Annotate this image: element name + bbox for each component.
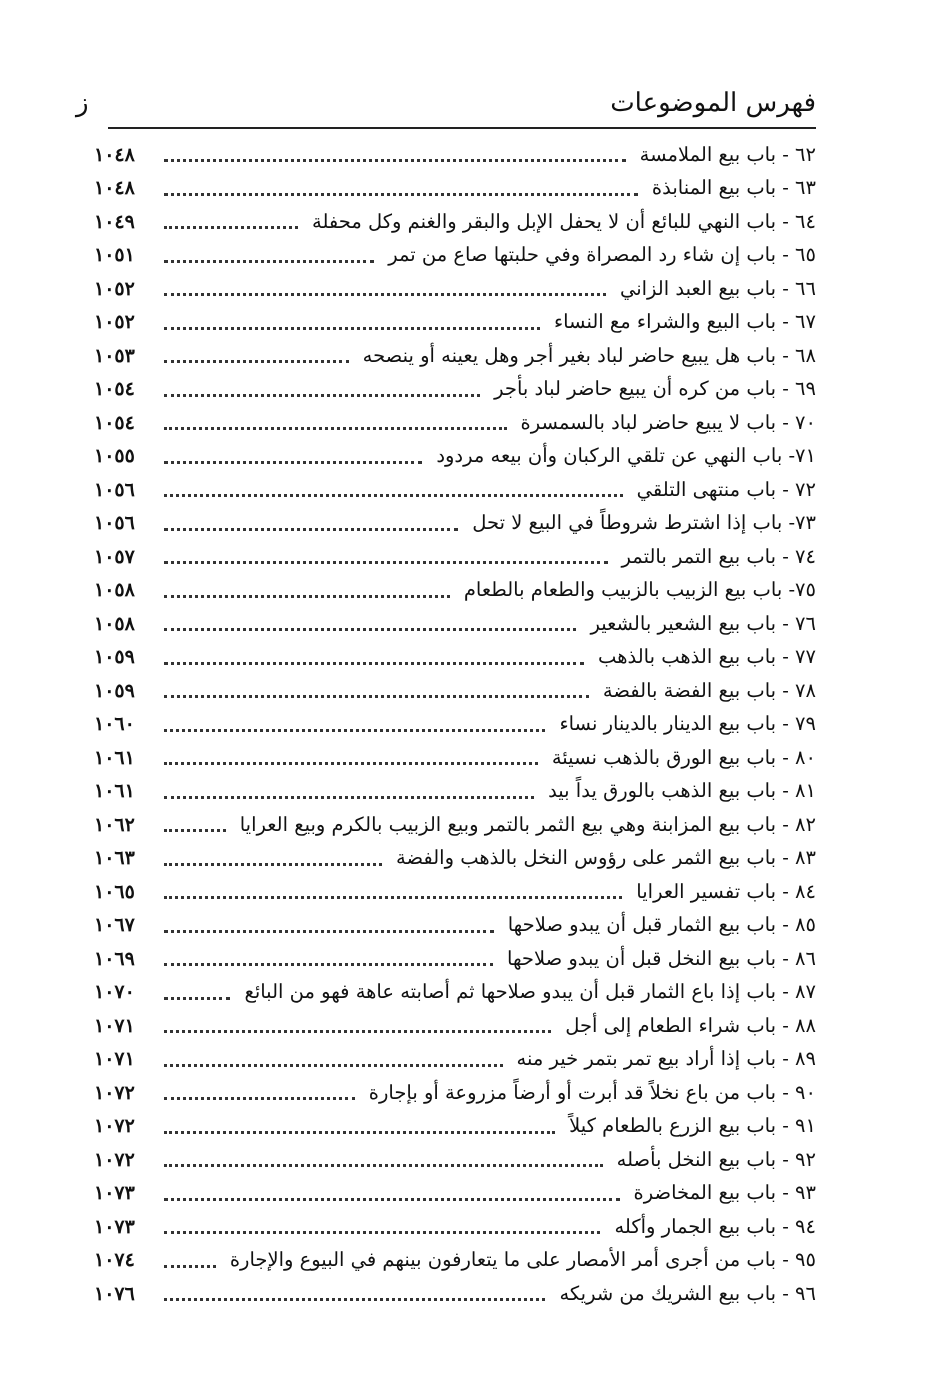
- toc-entry: [94, 507, 816, 541]
- toc-entry-title: ٩٠ - باب من باع نخلاً قد أبرت أو أرضاً مزروعة أو بإجارة: [368, 1080, 816, 1104]
- dot-leader: [164, 494, 623, 497]
- toc-entry-title: ٩٤ - باب بيع الجمار وأكله: [614, 1214, 816, 1238]
- toc-entry-page: ١٠٦٥: [94, 880, 135, 903]
- dot-leader: [164, 930, 494, 933]
- dot-leader: [164, 360, 349, 363]
- toc-entry-title: ٩٥ - باب من أجرى أمر الأمصار على ما يتعارفون بينهم في البيوع والإجارة: [229, 1248, 816, 1272]
- toc-entry-page: ١٠٥١: [94, 244, 135, 267]
- dot-leader: [164, 1030, 551, 1033]
- toc-entry: [94, 239, 816, 273]
- toc-entry-page: ١٠٥٨: [94, 579, 135, 602]
- toc-entry-title: ٦٢ - باب بيع الملامسة: [639, 142, 816, 166]
- toc-entry-title: ٨٨ - باب شراء الطعام إلى أجل: [565, 1013, 816, 1037]
- toc-entry-title: ٨٩ - باب إذا أراد بيع تمر بتمر خير منه: [516, 1047, 816, 1071]
- toc-entry-title: ٧٨ - باب بيع الفضة بالفضة: [602, 678, 816, 702]
- toc-entry-title: ٧١- باب النهي عن تلقي الركبان وأن بيعه مردود: [436, 444, 816, 468]
- toc-entry: [94, 339, 816, 373]
- dot-leader: [164, 1131, 555, 1134]
- dot-leader: [164, 863, 382, 866]
- dot-leader: [164, 595, 450, 598]
- toc-entry-title: ٩٢ - باب بيع النخل بأصله: [616, 1147, 816, 1171]
- toc-entry-page: ١٠٧٠: [94, 981, 135, 1004]
- toc-entry: [94, 172, 816, 206]
- toc-entry-page: ١٠٥٨: [94, 612, 135, 635]
- toc-entry-page: ١٠٥٦: [94, 478, 135, 501]
- page-number-letter: ز: [76, 88, 89, 118]
- toc-entry-page: ١٠٥٢: [94, 277, 135, 300]
- toc-entry-page: ١٠٤٨: [94, 177, 135, 200]
- toc-entry-title: ٧٧ - باب بيع الذهب بالذهب: [598, 645, 816, 669]
- toc-entry-page: ١٠٦١: [94, 780, 135, 803]
- toc-entry-page: ١٠٥٦: [94, 512, 135, 535]
- toc-entry: [94, 306, 816, 340]
- toc-entry-title: ٧٠ - باب لا يبيع حاضر لباد بالسمسرة: [520, 410, 816, 434]
- dot-leader: [164, 1097, 355, 1100]
- toc-entry: [94, 373, 816, 407]
- toc-entry-title: ٩٣ - باب بيع المخاضرة: [633, 1181, 816, 1205]
- toc-entry-page: ١٠٥٥: [94, 445, 135, 468]
- dot-leader: [164, 695, 589, 698]
- toc-entry: [94, 1076, 816, 1110]
- dot-leader: [164, 1298, 545, 1301]
- toc-entry-title: ٨٦ - باب بيع النخل قبل أن يبدو صلاحها: [507, 946, 816, 970]
- dot-leader: [164, 997, 230, 1000]
- toc-entry-title: ٩١ - باب بيع الزرع بالطعام كيلاً: [569, 1114, 816, 1138]
- toc-entry-page: ١٠٥٤: [94, 378, 135, 401]
- toc-entry-page: ١٠٧٢: [94, 1148, 135, 1171]
- dot-leader: [164, 829, 226, 832]
- toc-entry-title: ٨٣ - باب بيع الثمر على رؤوس النخل بالذهب والفضة: [396, 846, 816, 870]
- toc-entry-title: ٨٤ - باب تفسير العرايا: [636, 879, 816, 903]
- toc-entry: [94, 875, 816, 909]
- dot-leader: [164, 427, 507, 430]
- toc-entry: [94, 976, 816, 1010]
- toc-entry-title: ٨٧ - باب إذا باع الثمار قبل أن يبدو صلاحها ثم أصابته عاهة فهو من البائع: [244, 980, 816, 1004]
- toc-entry: [94, 674, 816, 708]
- toc-entry-title: ٦٣ - باب بيع المنابذة: [651, 176, 816, 200]
- dot-leader: [164, 1164, 603, 1167]
- toc-entry: [94, 406, 816, 440]
- toc-entry-page: ١٠٥٣: [94, 344, 135, 367]
- toc-entry-page: ١٠٧٢: [94, 1115, 135, 1138]
- toc-entry-page: ١٠٧٢: [94, 1081, 135, 1104]
- toc-entry-title: ٧٤ - باب بيع التمر بالتمر: [621, 544, 816, 568]
- table-of-contents: [94, 138, 816, 1311]
- dot-leader: [164, 1198, 620, 1201]
- toc-entry-title: ٨١ - باب بيع الذهب بالورق يداً بيد: [548, 779, 816, 803]
- dot-leader: [164, 327, 540, 330]
- header-divider: [108, 127, 816, 129]
- toc-entry-title: ٧٢ - باب منتهى التلقي: [636, 477, 816, 501]
- toc-entry: [94, 708, 816, 742]
- dot-leader: [164, 896, 622, 899]
- dot-leader: [164, 1064, 503, 1067]
- toc-entry-page: ١٠٥٢: [94, 311, 135, 334]
- toc-entry-title: ٩٦ - باب بيع الشريك من شريكه: [559, 1281, 816, 1305]
- toc-entry-title: ٦٤ - باب النهي للبائع أن لا يحفل الإبل والبقر والغنم وكل محفلة: [311, 209, 816, 233]
- toc-entry-title: ٦٧ - باب البيع والشراء مع النساء: [553, 310, 816, 334]
- dot-leader: [164, 193, 638, 196]
- toc-entry-title: ٧٣- باب إذا اشترط شروطاً في البيع لا تحل: [472, 511, 816, 535]
- toc-entry-title: ٧٦ - باب بيع الشعير بالشعير: [590, 611, 816, 635]
- dot-leader: [164, 1265, 216, 1268]
- toc-entry-page: ١٠٤٩: [94, 210, 135, 233]
- toc-entry-title: ٧٥- باب بيع الزبيب بالزبيب والطعام بالطعام: [463, 578, 816, 602]
- dot-leader: [164, 561, 608, 564]
- toc-entry-page: ١٠٦٧: [94, 914, 135, 937]
- toc-entry: [94, 1177, 816, 1211]
- toc-entry: [94, 808, 816, 842]
- toc-entry-page: ١٠٥٩: [94, 646, 135, 669]
- dot-leader: [164, 762, 538, 765]
- dot-leader: [164, 260, 374, 263]
- dot-leader: [164, 461, 422, 464]
- toc-entry-page: ١٠٥٤: [94, 411, 135, 434]
- toc-entry-page: ١٠٧١: [94, 1014, 135, 1037]
- toc-entry-title: ٧٩ - باب بيع الدينار بالدينار نساء: [559, 712, 816, 736]
- toc-entry: [94, 440, 816, 474]
- toc-entry-page: ١٠٥٩: [94, 679, 135, 702]
- toc-entry-page: ١٠٥٧: [94, 545, 135, 568]
- toc-entry-page: ١٠٦٩: [94, 947, 135, 970]
- toc-entry: [94, 741, 816, 775]
- dot-leader: [164, 729, 545, 732]
- toc-entry-title: ٦٨ - باب هل يبيع حاضر لباد بغير أجر وهل يعينه أو ينصحه: [362, 343, 816, 367]
- toc-entry: [94, 607, 816, 641]
- dot-leader: [164, 226, 298, 229]
- toc-entry: [94, 1143, 816, 1177]
- toc-entry-page: ١٠٦٠: [94, 713, 135, 736]
- toc-entry: [94, 540, 816, 574]
- dot-leader: [164, 528, 458, 531]
- toc-entry-page: ١٠٧١: [94, 1048, 135, 1071]
- toc-entry-title: ٦٩ - باب من كره أن يبيع حاضر لباد بأجر: [494, 377, 816, 401]
- toc-entry-page: ١٠٦٢: [94, 813, 135, 836]
- dot-leader: [164, 159, 626, 162]
- toc-entry-page: ١٠٦٣: [94, 847, 135, 870]
- toc-entry: [94, 942, 816, 976]
- dot-leader: [164, 796, 534, 799]
- toc-entry-title: ٨٥ - باب بيع الثمار قبل أن يبدو صلاحها: [507, 913, 816, 937]
- dot-leader: [164, 628, 576, 631]
- toc-entry: [94, 775, 816, 809]
- toc-entry-page: ١٠٧٦: [94, 1282, 135, 1305]
- toc-entry: [94, 909, 816, 943]
- toc-entry: [94, 574, 816, 608]
- page-header: [76, 84, 816, 124]
- toc-entry-page: ١٠٤٨: [94, 143, 135, 166]
- toc-entry-page: ١٠٧٣: [94, 1182, 135, 1205]
- toc-entry-page: ١٠٦١: [94, 746, 135, 769]
- toc-entry-title: ٦٦ - باب بيع العبد الزاني: [619, 276, 816, 300]
- toc-entry: [94, 272, 816, 306]
- page-title: فهرس الموضوعات: [610, 88, 816, 118]
- toc-entry: [94, 473, 816, 507]
- dot-leader: [164, 662, 584, 665]
- toc-entry: [94, 138, 816, 172]
- toc-entry-title: ٨٠ - باب بيع الورق بالذهب نسيئة: [551, 745, 816, 769]
- toc-entry-title: ٦٥ - باب إن شاء رد المصراة وفي حلبتها صاع من تمر: [388, 243, 816, 267]
- toc-entry-title: ٨٢ - باب بيع المزابنة وهي بيع الثمر بالتمر وبيع الزبيب بالكرم وبيع العرايا: [239, 812, 816, 836]
- dot-leader: [164, 963, 493, 966]
- toc-entry: [94, 1244, 816, 1278]
- toc-entry: [94, 842, 816, 876]
- toc-entry: [94, 1043, 816, 1077]
- dot-leader: [164, 293, 606, 296]
- dot-leader: [164, 1231, 600, 1234]
- dot-leader: [164, 394, 480, 397]
- toc-entry-page: ١٠٧٣: [94, 1215, 135, 1238]
- toc-entry: [94, 205, 816, 239]
- toc-entry-page: ١٠٧٤: [94, 1249, 135, 1272]
- toc-entry: [94, 1277, 816, 1311]
- toc-entry: [94, 1110, 816, 1144]
- toc-entry: [94, 1009, 816, 1043]
- toc-entry: [94, 1210, 816, 1244]
- toc-entry: [94, 641, 816, 675]
